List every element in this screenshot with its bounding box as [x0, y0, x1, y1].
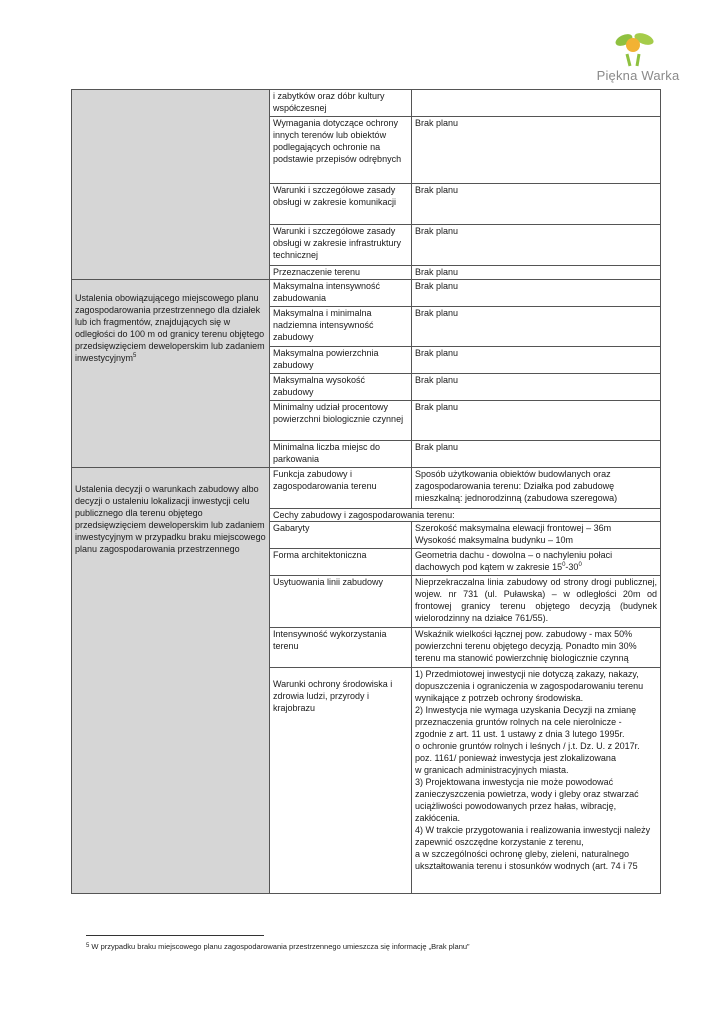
row-label: Maksymalna intensywność zabudowania — [270, 280, 412, 307]
row-value: Brak planu — [412, 307, 661, 347]
row-label: Maksymalna powierzchnia zabudowy — [270, 347, 412, 374]
row-label: Przeznaczenie terenu — [270, 266, 412, 280]
row-label: Usytuowania linii zabudowy — [270, 576, 412, 628]
row-label: Warunki i szczegółowe zasady obsługi w zakresie infrastruktury technicznej — [270, 225, 412, 266]
footnote-divider — [86, 935, 264, 936]
logo-fruit-icon — [610, 30, 660, 68]
section-label-decision: Ustalenia decyzji o warunkach zabudowy albo decyzji o ustaleniu lokalizacji inwestycji celu publicznego dla terenu objętego przedsięwzięciem deweloperskim lub zadaniem inwestycyjnym w przypadku braku miejscowego planu zagospodarowania przestrzennego — [72, 468, 270, 894]
warunki-line: dopuszczenia i ograniczenia w zagospodarowaniu terenu — [415, 681, 644, 691]
warunki-line: a w szczególności ochronę gleby, zieleni, naturalnego — [415, 849, 629, 859]
warunki-line: 4) W trakcie przygotowania i realizowania inwestycji należy — [415, 825, 651, 835]
warunki-line: zapewnić oszczędne korzystanie z terenu, — [415, 837, 584, 847]
subheader-cechy: Cechy zabudowy i zagospodarowania terenu: — [270, 509, 661, 522]
footnote-ref: 5 — [133, 353, 137, 359]
table-row — [72, 280, 661, 307]
warunki-line: poz. 1161/ ponieważ inwestycja jest zlokalizowana — [415, 753, 616, 763]
warunki-line: 2) Inwestycja nie wymaga uzyskania Decyzji na zmianę — [415, 705, 637, 715]
row-value: Wskaźnik wielkości łącznej pow. zabudowy - max 50% powierzchni terenu objętego decyzją. Ponadto min 30% terenu ma stanowić powierzchnię biologicznie czynną — [412, 628, 661, 668]
warunki-line: 3) Projektowana inwestycja nie może powodować — [415, 777, 614, 787]
row-value: Brak planu — [412, 225, 661, 266]
logo — [588, 30, 688, 86]
row-value: Brak planu — [412, 280, 661, 307]
footnote — [86, 942, 686, 951]
row-value: Brak planu — [412, 374, 661, 401]
warunki-line: zgodnie z art. 11 ust. 1 ustawy z dnia 3 lutego 1995r. — [415, 729, 625, 739]
warunki-line: przeznaczenia gruntów rolnych na cele nierolnicze - — [415, 717, 622, 727]
forma-line-2 — [415, 561, 657, 573]
warunki-line: wynikające z potrzeb ochrony środowiska. — [415, 693, 584, 703]
row-value — [412, 522, 661, 549]
table-row — [72, 90, 661, 117]
row-label: Forma architektoniczna — [270, 549, 412, 576]
row-label: Funkcja zabudowy i zagospodarowania terenu — [270, 468, 412, 509]
footnote-text: W przypadku braku miejscowego planu zagospodarowania przestrzennego umieszcza się informację „Brak planu” — [89, 942, 470, 951]
gabaryty-line-2: Wysokość maksymalna budynku – 10m — [415, 535, 573, 545]
zoning-table — [71, 89, 661, 894]
warunki-line: uciążliwości powodowanych przez hałas, wibrację, — [415, 801, 617, 811]
degree-sup-b: 0 — [578, 562, 582, 568]
table-row — [72, 468, 661, 509]
warunki-line: o ochronie gruntów rolnych i leśnych / j.t. Dz. U. z 2017r. — [415, 741, 640, 751]
row-label: Warunki ochrony środowiska i zdrowia ludzi, przyrody i krajobrazu — [270, 668, 412, 894]
row-label: Warunki i szczegółowe zasady obsługi w zakresie komunikacji — [270, 184, 412, 225]
row-value: Brak planu — [412, 441, 661, 468]
section-label-plan — [72, 280, 270, 468]
forma-dash: -30 — [565, 562, 579, 572]
warunki-line: zanieczyszczenia powietrza, wody i gleby oraz stwarzać — [415, 789, 639, 799]
row-value: Brak planu — [412, 347, 661, 374]
gabaryty-line-1: Szerokość maksymalna elewacji frontowej – 36m — [415, 523, 612, 533]
logo-text: Piękna Warka — [596, 68, 680, 83]
row-value: Sposób użytkowania obiektów budowlanych oraz zagospodarowania terenu: Działka pod zabudowę mieszkalną: jednorodzinną (zabudowa szeregowa) — [412, 468, 661, 509]
row-value: Brak planu — [412, 117, 661, 184]
forma-line-1: Geometria dachu - dowolna – o nachyleniu połaci — [415, 550, 613, 560]
warunki-line: 1) Przedmiotowej inwestycji nie dotyczą zakazy, nakazy, — [415, 669, 639, 679]
row-value: Brak planu — [412, 184, 661, 225]
warunki-line: zakłócenia. — [415, 813, 461, 823]
row-value — [412, 668, 661, 894]
row-label: Wymagania dotyczące ochrony innych terenów lub obiektów podlegających ochronie na podstawie przepisów odrębnych — [270, 117, 412, 184]
warunki-line: w granicach administracyjnych miasta. — [415, 765, 569, 775]
footnote-number: 5 — [86, 943, 90, 949]
row-label: Maksymalna i minimalna nadziemna intensywność zabudowy — [270, 307, 412, 347]
row-value: Brak planu — [412, 401, 661, 441]
row-label: Gabaryty — [270, 522, 412, 549]
section-label-text: Ustalenia obowiązującego miejscowego planu zagospodarowania przestrzennego dla działek lub ich fragmentów, znajdujących się w odległości do 100 m od granicy terenu objętego przedsięwzięciem deweloperskim lub zadaniem inwestycyjnym — [75, 293, 265, 363]
row-label: i zabytków oraz dóbr kultury współczesnej — [270, 90, 412, 117]
row-label: Minimalny udział procentowy powierzchni biologicznie czynnej — [270, 401, 412, 441]
row-value: Brak planu — [412, 266, 661, 280]
section-blank-cell — [72, 90, 270, 280]
row-label: Minimalna liczba miejsc do parkowania — [270, 441, 412, 468]
row-label: Intensywność wykorzystania terenu — [270, 628, 412, 668]
row-value — [412, 549, 661, 576]
degree-sup-a: 0 — [562, 562, 566, 568]
row-value — [412, 90, 661, 117]
forma-line-2-text: dachowych pod kątem w zakresie 15 — [415, 562, 563, 572]
warunki-line: ukształtowania terenu i stosunków wodnych (art. 74 i 75 — [415, 861, 638, 871]
row-value: Nieprzekraczalna linia zabudowy od strony drogi publicznej, wojew. nr 731 (ul. Puławska) – w odległości 20m od frontowej granicy terenu objętego decyzją (budynek wielorodzinny na działce 761/55). — [412, 576, 661, 628]
row-label: Maksymalna wysokość zabudowy — [270, 374, 412, 401]
